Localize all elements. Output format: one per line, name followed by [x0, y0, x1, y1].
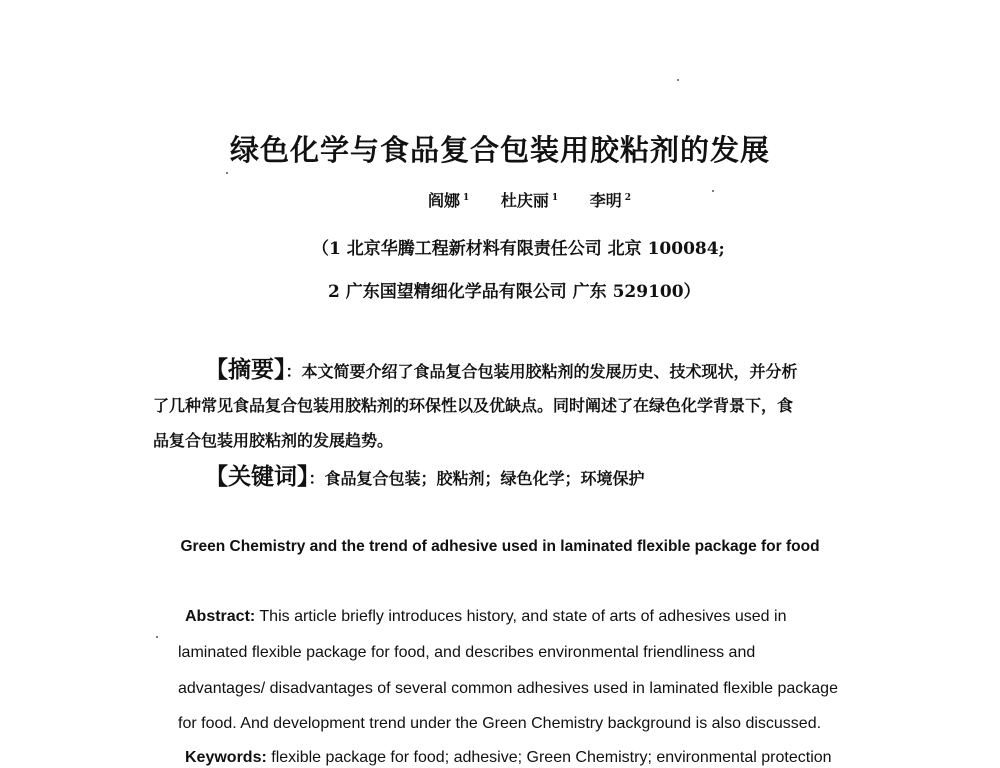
keywords-en — [185, 748, 832, 768]
keywords-en-text: flexible package for food; adhesive; Green Chemistry; environmental protection — [266, 749, 832, 766]
abstract-en-line-3: advantages/ disadvantages of several common adhesives used in laminated flexible package — [178, 680, 838, 697]
author-1 — [428, 191, 469, 210]
keywords-cn-colon: ： — [308, 469, 325, 488]
scan-speck — [226, 172, 228, 174]
keywords-cn-text: 食品复合包装；胶粘剂；绿色化学；环境保护 — [324, 469, 645, 488]
abstract-en-text: This article briefly introduces history, and state of arts of adhesives used in — [255, 608, 787, 625]
author-list — [428, 188, 657, 211]
author-affil-mark: 1 — [551, 192, 559, 203]
author-2 — [501, 191, 558, 210]
author-name: 杜庆丽 — [500, 191, 549, 210]
paper-title: 绿色化学与食品复合包装用胶粘剂的发展 — [229, 133, 770, 167]
scan-speck — [156, 636, 158, 638]
abstract-cn-text: 本文简要介绍了食品复合包装用胶粘剂的发展历史、技术现状，并分析 — [301, 362, 798, 381]
abstract-cn-label: 【摘要】 — [205, 356, 286, 383]
author-affil-mark: 1 — [463, 192, 470, 203]
abstract-cn-colon: ： — [285, 362, 302, 381]
scan-speck — [712, 190, 714, 192]
abstract-en-line-1 — [185, 607, 786, 627]
abstract-cn-line-2: 了几种常见食品复合包装用胶粘剂的环保性以及优缺点。同时阐述了在绿色化学背景下，食 — [153, 396, 794, 415]
abstract-cn-line-3: 品复合包装用胶粘剂的发展趋势。 — [153, 431, 394, 450]
keywords-en-label: Keywords: — [185, 749, 267, 766]
author-name: 李明 — [589, 191, 622, 210]
abstract-cn-line-1 — [205, 352, 798, 390]
scan-speck — [677, 79, 679, 81]
abstract-en-line-2: laminated flexible package for food, and describes environmental friendliness and — [178, 644, 756, 661]
english-title: Green Chemistry and the trend of adhesive used in laminated flexible package for food — [180, 538, 820, 555]
affiliation-line-2: 2 广东国望精细化学品有限公司 广东 529100） — [328, 282, 701, 302]
author-3 — [590, 191, 631, 210]
keywords-cn-label: 【关键词】 — [205, 463, 309, 490]
author-affil-mark: 2 — [624, 192, 631, 203]
keywords-cn — [205, 459, 645, 497]
abstract-en-line-4: for food. And development trend under the Green Chemistry background is also discussed. — [178, 715, 822, 732]
author-name: 阎娜 — [428, 191, 461, 210]
affiliation-line-1: （1 北京华腾工程新材料有限责任公司 北京 100084; — [312, 239, 725, 259]
abstract-en-label: Abstract: — [185, 608, 256, 625]
